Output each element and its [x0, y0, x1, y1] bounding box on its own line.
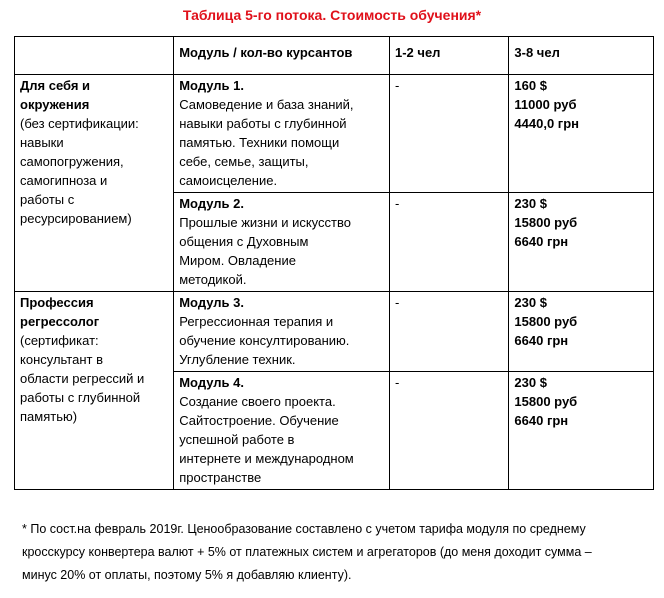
footnote-line: кросскурсу конвертера валют + 5% от платежных систем и агрегаторов (до меня доходит сумма – — [22, 545, 592, 559]
price-usd: 230 $ — [514, 196, 547, 211]
price-1-2: - — [390, 193, 509, 292]
table-title: Таблица 5-го потока. Стоимость обучения* — [182, 7, 482, 23]
module-desc-line: Сайтостроение. Обучение — [179, 413, 339, 428]
module-desc-line: себе, семье, защиты, — [179, 154, 309, 169]
price-rub: 15800 руб — [514, 314, 578, 329]
module-3-cell — [174, 292, 390, 372]
module-4-cell — [174, 372, 390, 490]
table-row — [15, 75, 654, 193]
price-rub: 11000 руб — [514, 97, 577, 112]
category-name-line: Для себя и — [20, 78, 91, 93]
table-row — [15, 292, 654, 372]
price-uah: 6640 грн — [514, 413, 569, 428]
module-title: Модуль 3. — [179, 295, 244, 310]
price-uah: 6640 грн — [514, 333, 569, 348]
module-desc-line: самоисцеление. — [179, 173, 278, 188]
module-1-cell — [174, 75, 390, 193]
category-desc-line: (без сертификации: — [20, 116, 139, 131]
module-desc-line: Создание своего проекта. — [179, 394, 336, 409]
module-desc-line: Прошлые жизни и искусство — [179, 215, 351, 230]
category-desc-line: самогипноза и — [20, 173, 108, 188]
module-desc-line: Миром. Овладение — [179, 253, 296, 268]
price-uah: 4440,0 грн — [514, 116, 579, 131]
header-3-8: 3-8 чел — [509, 37, 654, 75]
price-1-2: - — [390, 292, 509, 372]
category-profession — [15, 292, 174, 490]
price-1-2: - — [390, 372, 509, 490]
category-desc-line: работы с — [20, 192, 75, 207]
category-desc-line: памятью) — [20, 409, 78, 424]
module-desc-line: памятью. Техники помощи — [179, 135, 340, 150]
category-desc-line: навыки — [20, 135, 64, 150]
category-name-line: Профессия — [20, 295, 94, 310]
category-desc-line: области регрессий и — [20, 371, 145, 386]
header-module: Модуль / кол-во курсантов — [174, 37, 390, 75]
price-3-8 — [509, 193, 654, 292]
price-3-8 — [509, 372, 654, 490]
module-desc-line: успешной работе в — [179, 432, 295, 447]
price-usd: 230 $ — [514, 295, 547, 310]
price-3-8 — [509, 75, 654, 193]
category-desc-line: консультант в — [20, 352, 103, 367]
price-table — [14, 36, 654, 490]
module-title: Модуль 2. — [179, 196, 244, 211]
module-desc-line: интернете и международном — [179, 451, 354, 466]
category-desc-line: ресурсированием) — [20, 211, 132, 226]
module-desc-line: Регрессионная терапия и — [179, 314, 334, 329]
category-name-line: регрессолог — [20, 314, 100, 329]
module-desc-line: обучение консултированию. — [179, 333, 350, 348]
module-desc-line: общения с Духовным — [179, 234, 309, 249]
price-rub: 15800 руб — [514, 215, 578, 230]
category-self — [15, 75, 174, 292]
footnote-line: минус 20% от оплаты, поэтому 5% я добавляю клиенту). — [22, 568, 352, 582]
header-category — [15, 37, 174, 75]
price-usd: 230 $ — [514, 375, 547, 390]
category-desc-line: (сертификат: — [20, 333, 99, 348]
module-2-cell — [174, 193, 390, 292]
price-rub: 15800 руб — [514, 394, 578, 409]
price-3-8 — [509, 292, 654, 372]
category-desc-line: самопогружения, — [20, 154, 124, 169]
price-1-2: - — [390, 75, 509, 193]
header-1-2: 1-2 чел — [390, 37, 509, 75]
category-name-line: окружения — [20, 97, 90, 112]
footnote — [22, 518, 658, 587]
module-desc-line: Самоведение и база знаний, — [179, 97, 354, 112]
module-title: Модуль 4. — [179, 375, 244, 390]
footnote-line: * По сост.на февраль 2019г. Ценообразование составлено с учетом тарифа модуля по среднему — [22, 522, 586, 536]
header-row — [15, 37, 654, 75]
module-desc-line: навыки работы с глубинной — [179, 116, 347, 131]
price-usd: 160 $ — [514, 78, 547, 93]
price-uah: 6640 грн — [514, 234, 569, 249]
module-desc-line: Углубление техник. — [179, 352, 296, 367]
category-desc-line: работы с глубинной — [20, 390, 141, 405]
module-desc-line: пространстве — [179, 470, 262, 485]
module-desc-line: методикой. — [179, 272, 247, 287]
module-title: Модуль 1. — [179, 78, 244, 93]
